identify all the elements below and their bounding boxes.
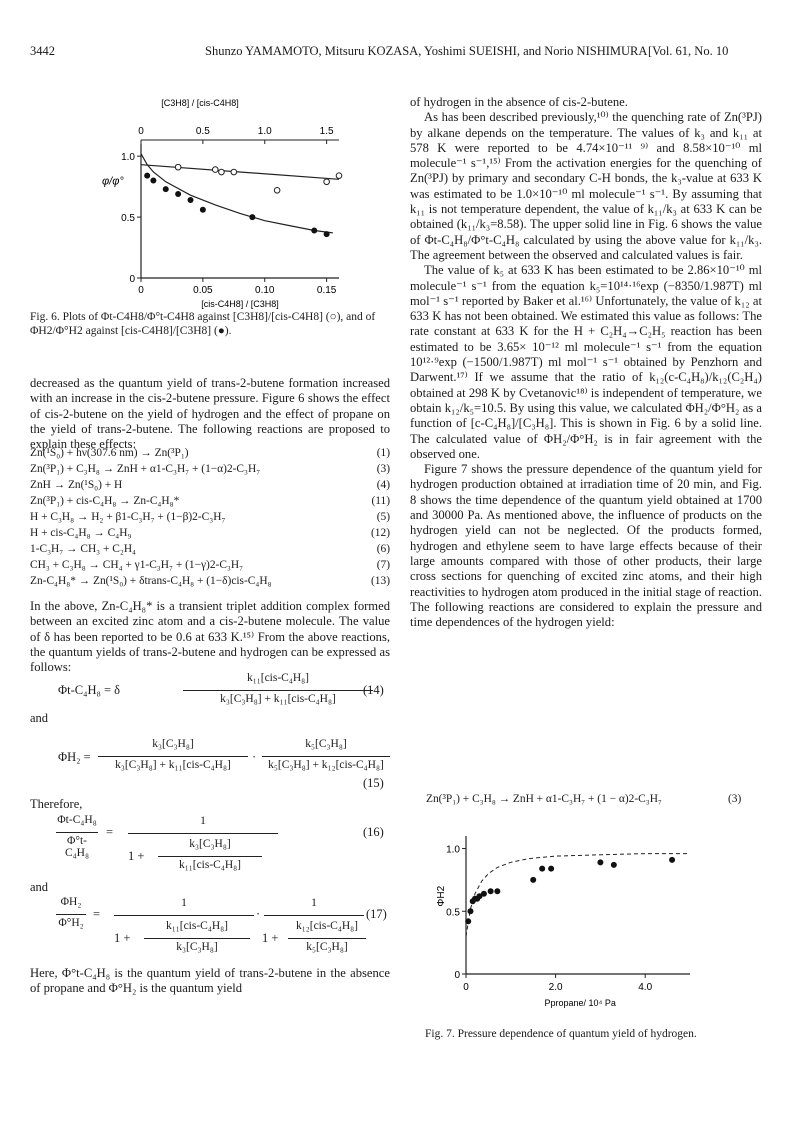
eq17-inner-numerator-1: k₁₁[cis-C₄H₈] [165,920,229,932]
eq14-denominator: k₃[C₃H₈] + k₁₁[cis-C₄H₈] [220,693,336,705]
fig7-y-tick-label: 0 [454,970,460,981]
fig6-open-point [324,179,330,185]
right-para-2: As has been described previously,¹⁰⁾ the quenching rate of Zn(³PJ) by alkane depends on the temperature. The values of k₃ and k₁₁ at 578 K were reported to be 4.74×10⁻¹¹ ⁹⁾ and 8.58×10⁻¹⁰ ml molecule⁻¹ s⁻¹,¹⁵⁾ From the activation energies for the quenching of Zn(³PJ) by primary and secondary C-H bonds, the k₃-value at 633 K was estimated to be 1.0×10⁻¹⁰ ml molecule⁻¹ s⁻¹. By assuming that k₁₁ is not temperature dependent, the value of k₁₁/k₃ at 633 K can be obtained (k₁₁/k₃=8.58). The upper solid line in Fig. 6 shows the value of Φt-C₄H₈/Φ°t-C₄H₈ calculated by using the above value for k₁₁/k₃. The agreement between the observed and calculated values is fair. [410,110,762,262]
fig7-filled-point [465,918,471,924]
eq17-one-plus-1: 1 + [114,931,131,945]
left-para-1: decreased as the quantum yield of trans-2-butene formation increased with an increase in the cis-2-butene pressure. Figure 6 shows the effect of cis-2-butene on the yield of hydrogen and the effect of propane on the yield of trans-2-butene. The following reactions are proposed to explain these effects: [30,376,390,452]
fig7-x-tick-label: 4.0 [638,982,653,993]
reaction-13: Zn-C₄H₈* → Zn(¹S₀) + δtrans-C₄H₈ + (1−δ)cis-C₄H₈ [30,575,272,587]
fig6-bottom-tick-label: 0.05 [193,285,213,296]
eq16-lhs-numerator: Φt-C₄H₈ [57,814,97,826]
reaction-5: H + C₃H₈ → H₂ + β1-C₃H₇ + (1−β)2-C₃H₇ [30,511,226,523]
fig6-lower-curve [141,154,333,233]
eq16-lhs-bar [56,832,98,833]
fig7-filled-point [488,888,494,894]
reaction-6: 1-C₃H₇ → CH₃ + C₂H₄ [30,543,137,555]
fig7-caption: Fig. 7. Pressure dependence of quantum yield of hydrogen. [425,1028,697,1040]
eq16-equals: = [106,825,114,839]
eq14-number: (14) [363,683,384,697]
reaction-5-number: (5) [376,511,390,523]
eq17-lhs-denominator: Φ°H₂ [58,917,84,929]
fig6-filled-point [324,231,330,237]
fig6-top-tick-label: 0.5 [195,126,210,137]
reaction-3: Zn(³P₁) + C₃H₈ → ZnH + α1-C₃H₇ + (1−α)2-C₃H₇ [30,463,261,475]
fig7-filled-point [481,891,487,897]
fig7-y-tick-label: 0.5 [446,907,460,919]
eq15-fraction-bar-2 [262,756,390,757]
therefore-text: Therefore, [30,797,83,811]
left-para-3: Here, Φ°t-C₄H₈ is the quantum yield of trans-2-butene in the absence of propane and Φ°H₂ is the quantum yield [30,966,390,996]
fig6-top-tick-label: 0 [138,126,144,137]
eq15-lhs: ΦH₂ = [58,750,91,764]
fig7-filled-point [530,877,536,883]
fig6-open-point [175,164,181,170]
reaction-7-number: (7) [376,559,390,571]
eq14-lhs: Φt-C₄H₈ = δ [58,683,121,697]
fig7-chart [420,822,710,1012]
fig7-x-tick-label: 0 [463,982,469,993]
fig6-bottom-tick-label: 0.10 [255,285,275,296]
right-reaction-3-number: (3) [728,793,742,805]
fig7-filled-point [494,888,500,894]
fig6-y-axis-label: φ/φ° [102,175,124,188]
eq14-numerator: k₁₁[cis-C₄H₈] [246,672,310,684]
fig6-y-tick-label: 1.0 [121,152,135,164]
fig6-filled-point [144,173,150,179]
eq17-dot: · [256,907,261,921]
eq16-one-plus: 1 + [128,849,145,863]
and-text-1: and [30,711,49,725]
eq17-inner-bar-1 [144,938,250,939]
reaction-3-number: (3) [376,463,390,475]
eq17-inner-denominator-2: k₅[C₃H₈] [306,941,348,953]
eq17-main-bar-1 [114,915,254,916]
running-head-authors: Shunzo YAMAMOTO, Mitsuru KOZASA, Yoshimi SUEISHI, and Norio NISHIMURA [205,44,648,58]
fig7-filled-point [539,866,545,872]
eq17-inner-denominator-1: k₃[C₃H₈] [176,941,218,953]
right-para-1: of hydrogen in the absence of cis-2-butene. [410,95,628,109]
eq17-equals: = [93,907,101,921]
fig6-filled-point [150,178,156,184]
eq15-denominator-1: k₃[C₃H₈] + k₁₁[cis-C₄H₈] [115,759,231,771]
fig6-open-point [274,187,280,193]
fig6-top-tick-label: 1.0 [257,126,272,137]
fig6-filled-point [163,186,169,192]
reaction-6-number: (6) [376,543,390,555]
reaction-list [30,447,390,587]
reaction-7: CH₃ + C₃H₈ → CH₄ + γ1-C₃H₇ + (1−γ)2-C₃H₇ [30,559,244,571]
reaction-11-number: (11) [371,495,390,507]
fig7-x-axis-label: Ppropane/ 10⁴ Pa [544,998,616,1008]
eq16-main-bar [128,833,278,834]
eq17-inner-numerator-2: k₁₂[cis-C₄H₈] [295,920,359,932]
fig6-open-point [219,169,225,175]
fig6-bottom-tick-label: 0.15 [316,285,337,296]
eq17-lhs-numerator: ΦH₂ [60,896,82,908]
eq16-inner-bar [158,856,262,857]
right-reaction-3: Zn(³P₁) + C₃H₈ → ZnH + α1-C₃H₇ + (1 − α)2-C₃H₇ [426,793,662,805]
fig6-caption: Fig. 6. Plots of Φt-C4H8/Φ°t-C4H8 against [C3H8]/[cis-C4H8] (○), and of ΦH2/Φ°H2 against [cis-C4H8]/[C3H8] (●). [30,311,376,337]
fig7-filled-point [669,857,675,863]
fig6-open-point [336,173,342,179]
eq17-one-1: 1 [181,897,187,909]
eq15-numerator-2: k₅[C₃H₈] [305,738,347,750]
fig6-y-tick-label: 0 [129,274,135,285]
eq14-fraction-bar [183,690,373,691]
fig6-filled-point [175,191,181,197]
right-para-3: The value of k₅ at 633 K has been estimated to be 2.86×10⁻¹⁰ ml molecule⁻¹ s⁻¹ from the equation k₅=10¹⁴·¹⁶exp (−8350/1.987T) ml mol⁻¹ s⁻¹ reported by Baker et al.¹⁶⁾ Unfortunately, the value of k₁₂ at 633 K has not been obtained. We estimated this value as follows: The rate constant at 633 K for the H + C₂H₄→C₂H₅ reaction has been estimated to be 3.65× 10⁻¹² ml molecule⁻¹ s⁻¹ from the equation 10¹²·⁹exp (−1500/1.987T) ml mol⁻¹ s⁻¹ obtained by Penzhorn and Darwent.¹⁷⁾ If we assume that the ratio of k₁₂(c-C₄H₈)/k₁₂(C₂H₄) obtained at 298 K by Cvetanovic¹⁸⁾ is independent of temperature, we obtain k₁₂/k₅=10.5. By using this value, we calculated ΦH₂/Φ°H₂ as a function of [c-C₄H₈]/[C₃H₈]. This is shown in Fig. 6 by a solid line. The calculated value of ΦH₂/Φ°H₂ is in fair agreement with the observed one. [410,263,762,461]
eq15-number: (15) [363,776,384,790]
eq17-one-plus-2: 1 + [262,931,279,945]
eq17-main-bar-2 [264,915,364,916]
fig7-y-axis-label: ΦH2 [436,885,447,907]
running-head-volume: [Vol. 61, No. 10 [648,44,729,58]
left-para-2: In the above, Zn-C₄H₈* is a transient triplet addition complex formed between an excited zinc atom and a cis-2-butene molecule. The value of δ has been reported to be 0.6 at 633 K.¹⁵⁾ From the above reactions, the quantum yields of trans-2-butene and hydrogen can be expressed as follows: [30,599,390,675]
eq17-one-2: 1 [311,897,317,909]
reaction-1-number: (1) [376,447,390,459]
fig7-x-tick-label: 2.0 [548,982,563,993]
eq15-denominator-2: k₅[C₃H₈] + k₁₂[cis-C₄H₈] [268,759,384,771]
fig6-upper-curve [141,165,339,180]
eq17-number: (17) [366,907,387,921]
eq16-inner-denominator: k₁₁[cis-C₄H₈] [178,859,242,871]
fig6-bottom-tick-label: 0 [138,285,144,296]
fig6-open-point [231,169,237,175]
fig6-open-point [212,167,218,173]
fig6-top-axis-label: [C3H8] / [cis-C4H8] [161,98,239,108]
fig7-filled-point [467,908,473,914]
fig7-dashed-curve [466,854,690,937]
page-number: 3442 [30,44,55,58]
right-para-4: Figure 7 shows the pressure dependence of the quantum yield for hydrogen production obtained at irradiation time of 20 min, and Fig. 8 shows the time dependence of the quantum yield obtained at 1700 and 30000 Pa. As mentioned above, the influence of products on the hydrogen yield can not be neglected. Of the products formed, hydrogen and ethylene seem to have large effects because of their large amounts compared with those of other products, their large cross sections for quenching of excited zinc atoms, and their high reactivities to hydrogen atom produced in the initial stage of reaction. The following reactions are considered to explain the pressure and time dependences of the hydrogen yield: [410,462,762,630]
fig7-axes [466,836,690,974]
fig6-y-tick-label: 0.5 [121,213,135,225]
fig6-filled-point [249,214,255,220]
fig7-filled-point [611,862,617,868]
reaction-12: H + cis-C₄H₈ → C₄H₉ [30,527,132,539]
reaction-4: ZnH → Zn(¹S₀) + H [30,479,123,491]
eq16-one: 1 [200,815,206,827]
eq16-lhs-denominator: Φ°t-C₄H₈ [65,835,89,859]
eq17-inner-bar-2 [288,938,366,939]
reaction-11: Zn(³P₁) + cis-C₄H₈ → Zn-C₄H₈* [30,495,180,507]
eq16-number: (16) [363,825,384,839]
reaction-12-number: (12) [371,527,390,539]
eq15-dot: · [252,750,257,764]
fig6-filled-point [200,207,206,213]
eq17-lhs-bar [56,914,86,915]
fig6-filled-point [188,197,194,203]
fig6-chart [100,96,370,311]
eq15-numerator-1: k₃[C₃H₈] [152,738,194,750]
eq16-inner-numerator: k₃[C₃H₈] [189,838,231,850]
fig7-y-tick-label: 1.0 [446,844,460,856]
reaction-13-number: (13) [371,575,390,587]
reaction-4-number: (4) [376,479,390,491]
eq15-fraction-bar-1 [98,756,248,757]
and-text-2: and [30,880,49,894]
fig6-top-tick-label: 1.5 [319,126,334,137]
fig6-filled-point [311,227,317,233]
reaction-1: Zn(¹S₀) + hν(307.6 nm) → Zn(³P₁) [30,447,189,459]
fig6-bottom-axis-label: [cis-C4H8] / [C3H8] [201,299,279,309]
fig7-filled-point [548,866,554,872]
fig7-filled-point [597,859,603,865]
